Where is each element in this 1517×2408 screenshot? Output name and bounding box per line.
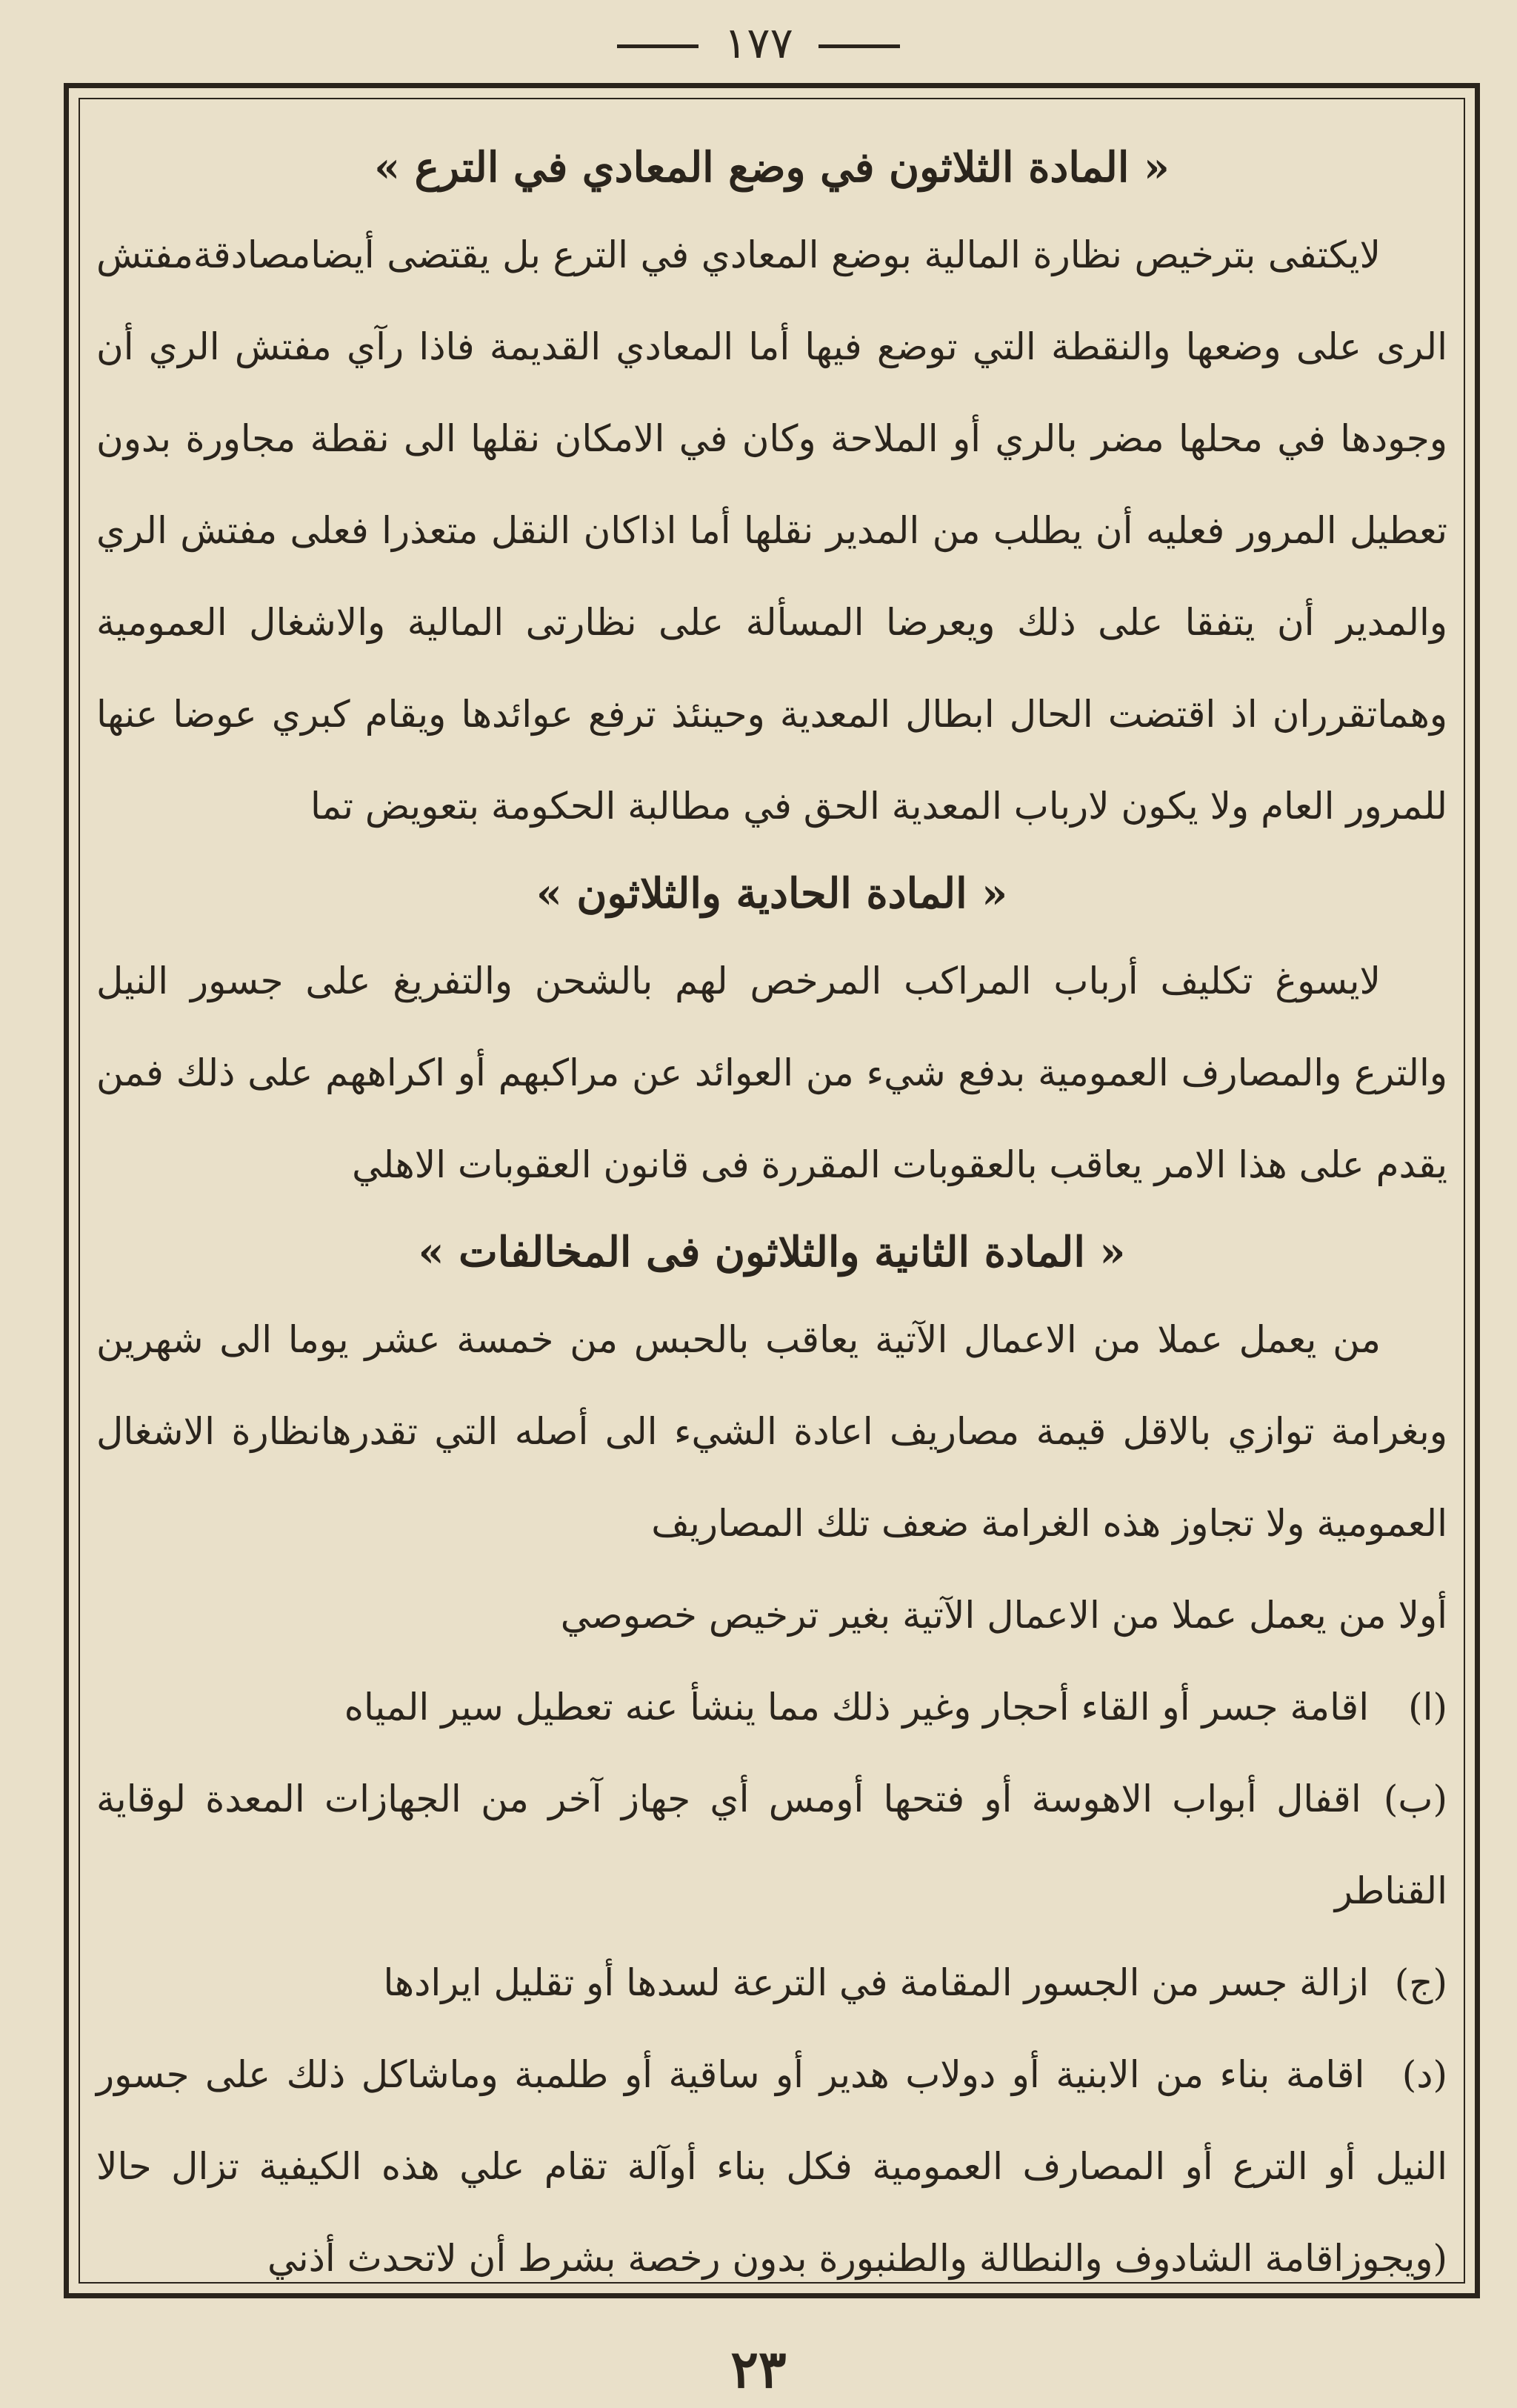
article-31-heading: « المادة الحادية والثلاثون » (536, 869, 1008, 918)
page-number-top-text: ١٧٧ (724, 18, 793, 68)
list-item-marker: (ج) (1394, 1961, 1447, 2004)
list-item-text: اقامة جسر أو القاء أحجار وغير ذلك مما ينشأ عنه تعطيل سير المياه (344, 1686, 1370, 1729)
list-item-marker: (ا) (1408, 1686, 1447, 1729)
list-item-marker: (د) (1401, 2053, 1447, 2096)
list-item-text: ازالة جسر من الجسور المقامة في الترعة لسدها أو تقليل ايرادها (383, 1961, 1370, 2004)
list-item-a (96, 1661, 1447, 1753)
article-30-paragraph: لايكتفى بترخيص نظارة المالية بوضع المعادي في الترع بل يقتضى أيضامصادقةمفتش الرى على وضعها والنقطة التي توضع فيها أما المعادي القديمة فاذا رآي مفتش الري أن وجودها في محلها مضر بالري أو الملاحة وكان في الامكان نقلها الى نقطة مجاورة بدون تعطيل المرور فعليه أن يطلب من المدير نقلها أما اذاكان النقل متعذرا فعلى مفتش الري والمدير أن يتفقا على ذلك ويعرضا المسألة على نظارتى المالية والاشغال العمومية وهماتقرران اذ اقتضت الحال ابطال المعدية وحينئذ ترفع عوائدها ويقام كبري عوضا عنها للمرور العام ولا يكون لارباب المعدية الحق في مطالبة الحكومة بتعويض تما (96, 233, 1448, 828)
list-item-text: اقامة بناء من الابنية أو دولاب هدير أو ساقية أو طلمبة وماشاكل ذلك على جسور النيل أو الترع أو المصارف العمومية فكل بناء أوآلة تقام علي هذه الكيفية تزال حالا (ويجوزاقامة الشادوف والنطالة والطنبورة بدون رخصة بشرط أن لاتحدث أذني (96, 2053, 1447, 2280)
article-31 (96, 852, 1447, 1211)
list-item-c (96, 1937, 1447, 2029)
article-30-heading: « المادة الثلاثون في وضع المعادي في الترع » (374, 143, 1170, 192)
list-item-b (96, 1753, 1447, 1937)
list-item-text: اقفال أبواب الاهوسة أو فتحها أومس أي جهاز آخر من الجهازات المعدة لوقاية القناطر (96, 1777, 1447, 1912)
header-dash-right (617, 44, 699, 48)
article-31-paragraph: لايسوغ تكليف أرباب المراكب المرخص لهم بالشحن والتفريغ على جسور النيل والترع والمصارف العمومية بدفع شيء من العوائد عن مراكبهم أو اكراههم على ذلك فمن يقدم على هذا الامر يعاقب بالعقوبات المقررة فى قانون العقوبات الاهلي (96, 959, 1447, 1186)
header-dash-left (818, 44, 900, 48)
list-item-marker: (ب) (1383, 1777, 1447, 1820)
article-30 (96, 126, 1447, 852)
page-body (96, 126, 1447, 2304)
article-32-paragraph: من يعمل عملا من الاعمال الآتية يعاقب بالحبس من خمسة عشر يوما الى شهرين وبغرامة توازي بالاقل قيمة مصاريف اعادة الشيء الى أصله التي تقدرهانظارة الاشغال العمومية ولا تجاوز هذه الغرامة ضعف تلك المصاريف (96, 1318, 1447, 1545)
page-number-bottom: ٢٣ (730, 2338, 787, 2400)
article-32-heading: « المادة الثانية والثلاثون فى المخالفات » (418, 1228, 1126, 1277)
article-32 (96, 1211, 1447, 2304)
page-number-top (0, 13, 1517, 73)
list-item-d (96, 2029, 1447, 2304)
article-32-intro: أولا من يعمل عملا من الاعمال الآتية بغير ترخيص خصوصي (560, 1594, 1447, 1637)
